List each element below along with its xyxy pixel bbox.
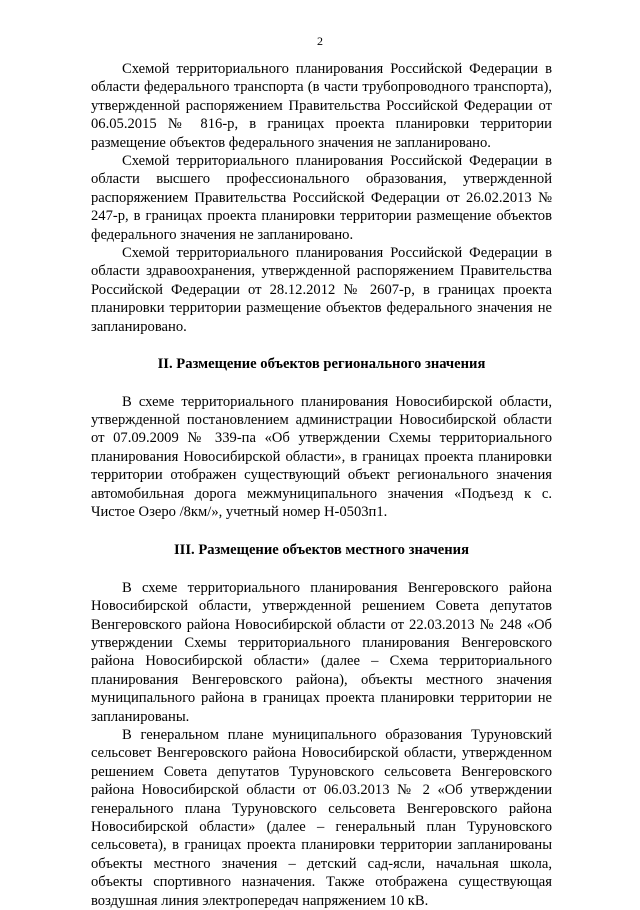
paragraph-federal-healthcare: Схемой территориального планирования Российской Федерации в области здравоохранения, утвержденной распоряжением Правительства Российской Федерации от 28.12.2012 № 2607-р, в границах проекта планировки территории размещение объектов федерального значения не запланировано. [91,245,552,335]
page-number: 2 [317,34,323,48]
paragraph-general-plan: В генеральном плане муниципального образования Туруновский сельсовет Венгеровского района Новосибирской области, утвержденном решением Совета депутатов Туруновского сельсовета Венгеровского района Новосибирской области от 06.03.2013 № 2 «Об утверждении генерального плана Туруновского сельсовета Венгеровского района Новосибирской области» (далее – генеральный план Туруновского сельсовета), в границах проекта планировки территории запланированы объекты местного значения – детский сад-ясли, начальная школа, объекты спортивного назначения. Также отображена существующая воздушная линия электропередач напряжением 10 кВ. [91,727,552,909]
section-heading-regional: II. Размещение объектов регионального значения [157,356,486,373]
paragraph-district-scheme: В схеме территориального планирования Венгеровского района Новосибирской области, утвержденной решением Совета депутатов Венгеровского района Новосибирской области от 22.03.2013 № 248 «Об утверждении Схемы территориального планирования Венгеровского района Новосибирской области» (далее – Схема территориального планирования Венгеровского района), объекты местного значения муниципального района в границах проекта планировки территории не запланированы. [91,579,552,725]
paragraph-federal-education: Схемой территориального планирования Российской Федерации в области высшего профессионального образования, утвержденной распоряжением Правительства Российской Федерации от 26.02.2013 № 247-р, в границах проекта планировки территории размещение объектов федерального значения не запланировано. [91,153,552,243]
paragraph-federal-transport: Схемой территориального планирования Российской Федерации в области федерального транспорта (в части трубопроводного транспорта), утвержденной распоряжением Правительства Российской Федерации от 06.05.2015 № 816-р, в границах проекта планировки территории размещение объектов федерального значения не запланировано. [91,61,552,151]
paragraph-regional-objects: В схеме территориального планирования Новосибирской области, утвержденной постановлением администрации Новосибирской области от 07.09.2009 № 339-па «Об утверждении Схемы территориального планирования Новосибирской области», в границах проекта планировки территории отображен существующий объект регионального значения автомобильная дорога межмуниципального значения «Подъезд к с. Чистое Озеро /8км/», учетный номер Н-0503п1. [91,393,552,520]
document-body [91,60,552,910]
section-heading-local: III. Размещение объектов местного значения [174,542,469,559]
